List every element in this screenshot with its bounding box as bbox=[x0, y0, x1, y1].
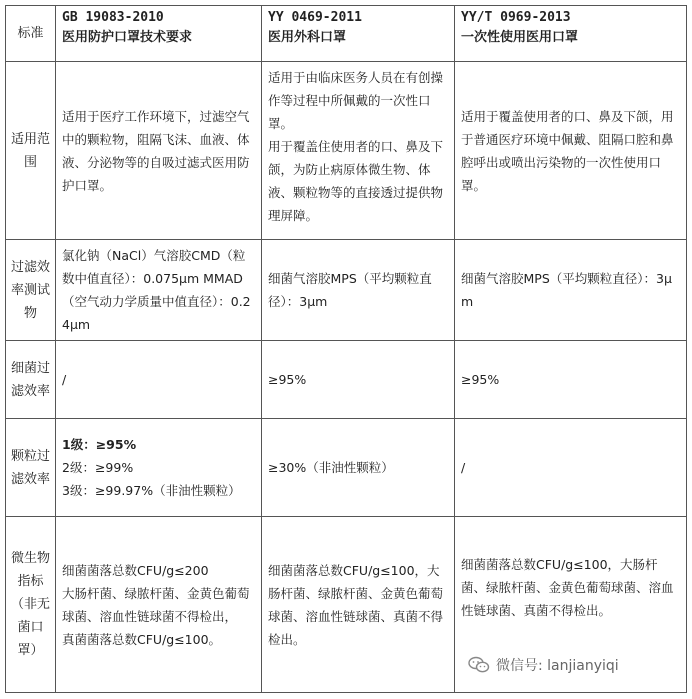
cell-text: 适用于覆盖使用者的口、鼻及下颌，用于普通医疗环境中佩戴、阻隔口腔和鼻腔呼出或喷出污染物的一次性使用口罩。 bbox=[461, 108, 674, 193]
row-label-bacterial-filter: 细菌过滤效率 bbox=[6, 341, 56, 419]
cell-text: ≥30%（非油性颗粒） bbox=[268, 460, 394, 475]
cell-text: 细菌气溶胶MPS（平均颗粒直径）：3μm bbox=[268, 271, 432, 309]
header-col3 bbox=[455, 6, 687, 62]
cell-filter-test-col3 bbox=[455, 240, 687, 341]
cell-text: 细菌气溶胶MPS（平均颗粒直径）：3μm bbox=[461, 271, 672, 309]
cell-text: 真菌菌落总数CFU/g≤100。 bbox=[62, 631, 222, 647]
cell-text: 细菌菌落总数CFU/g≤100，大肠杆菌、绿脓杆菌、金黄色葡萄球菌、溶血性链球菌、真菌不得检出。 bbox=[268, 562, 444, 647]
cell-text: 2级：≥99% bbox=[62, 460, 134, 475]
std-code-yy0469: YY 0469-2011 bbox=[268, 10, 362, 25]
std-code-yyt0969: YY/T 0969-2013 bbox=[461, 10, 571, 25]
header-col2 bbox=[262, 6, 455, 62]
cell-particle-col2 bbox=[262, 419, 455, 517]
cell-text: 氯化钠（NaCl）气溶胶CMD（粒数中值直径）：0.075μm MMAD（空气动力学质量中值直径）：0.24μm bbox=[62, 248, 251, 332]
cell-scope-col1 bbox=[56, 62, 262, 240]
row-filter-test bbox=[6, 240, 687, 341]
cell-scope-col3 bbox=[455, 62, 687, 240]
cell-text: 适用于由临床医务人员在有创操作等过程中所佩戴的一次性口罩。 bbox=[268, 70, 444, 131]
cell-text: 用于覆盖住使用者的口、鼻及下颌，为防止病原体微生物、体液、颗粒物等的直接透过提供物理屏障。 bbox=[268, 139, 444, 223]
cell-scope-col2 bbox=[262, 62, 455, 240]
wechat-icon bbox=[468, 656, 490, 674]
cell-particle-col3 bbox=[455, 419, 687, 517]
cell-text: / bbox=[62, 372, 67, 387]
std-name-yyt0969: 一次性使用医用口罩 bbox=[461, 30, 579, 45]
row-label-microbial: 微生物指标（非无菌口罩） bbox=[6, 517, 56, 693]
row-scope bbox=[6, 62, 687, 240]
watermark bbox=[468, 655, 619, 675]
std-name-yy0469: 医用外科口罩 bbox=[268, 30, 347, 45]
header-col1 bbox=[56, 6, 262, 62]
std-code-gb19083: GB 19083-2010 bbox=[62, 10, 164, 25]
cell-filter-test-col1 bbox=[56, 240, 262, 341]
cell-text: ≥95% bbox=[461, 372, 500, 387]
row-bacterial-filter bbox=[6, 341, 687, 419]
cell-microbial-col2 bbox=[262, 517, 455, 693]
cell-microbial-col1 bbox=[56, 517, 262, 693]
cell-bacterial-col3 bbox=[455, 341, 687, 419]
cell-text: 适用于医疗工作环境下，过滤空气中的颗粒物，阻隔飞沫、血液、体液、分泌物等的自吸过滤式医用防护口罩。 bbox=[62, 108, 250, 193]
cell-filter-test-col2 bbox=[262, 240, 455, 341]
cell-particle-col1 bbox=[56, 419, 262, 517]
header-row bbox=[6, 6, 687, 62]
row-label-filter-test: 过滤效率测试物 bbox=[6, 240, 56, 341]
std-name-gb19083: 医用防护口罩技术要求 bbox=[62, 30, 193, 45]
watermark-text: 微信号: lanjianyiqi bbox=[496, 658, 619, 674]
cell-text: 细菌菌落总数CFU/g≤200 bbox=[62, 562, 209, 578]
mask-standards-table bbox=[5, 5, 687, 693]
row-label-particle-filter: 颗粒过滤效率 bbox=[6, 419, 56, 517]
cell-text: 大肠杆菌、绿脓杆菌、金黄色葡萄球菌、溶血性链球菌不得检出， bbox=[62, 585, 250, 624]
row-particle-filter bbox=[6, 419, 687, 517]
cell-text: ≥95% bbox=[268, 372, 307, 387]
cell-text: 细菌菌落总数CFU/g≤100，大肠杆菌、绿脓杆菌、金黄色葡萄球菌、溶血性链球菌、真菌不得检出。 bbox=[461, 557, 674, 618]
row-label-scope: 适用范围 bbox=[6, 62, 56, 240]
cell-text: 1级：≥95% bbox=[62, 437, 137, 452]
cell-text: 3级：≥99.97%（非油性颗粒） bbox=[62, 483, 241, 498]
cell-bacterial-col1 bbox=[56, 341, 262, 419]
cell-text: / bbox=[461, 460, 466, 475]
header-label: 标准 bbox=[6, 6, 56, 62]
cell-bacterial-col2 bbox=[262, 341, 455, 419]
